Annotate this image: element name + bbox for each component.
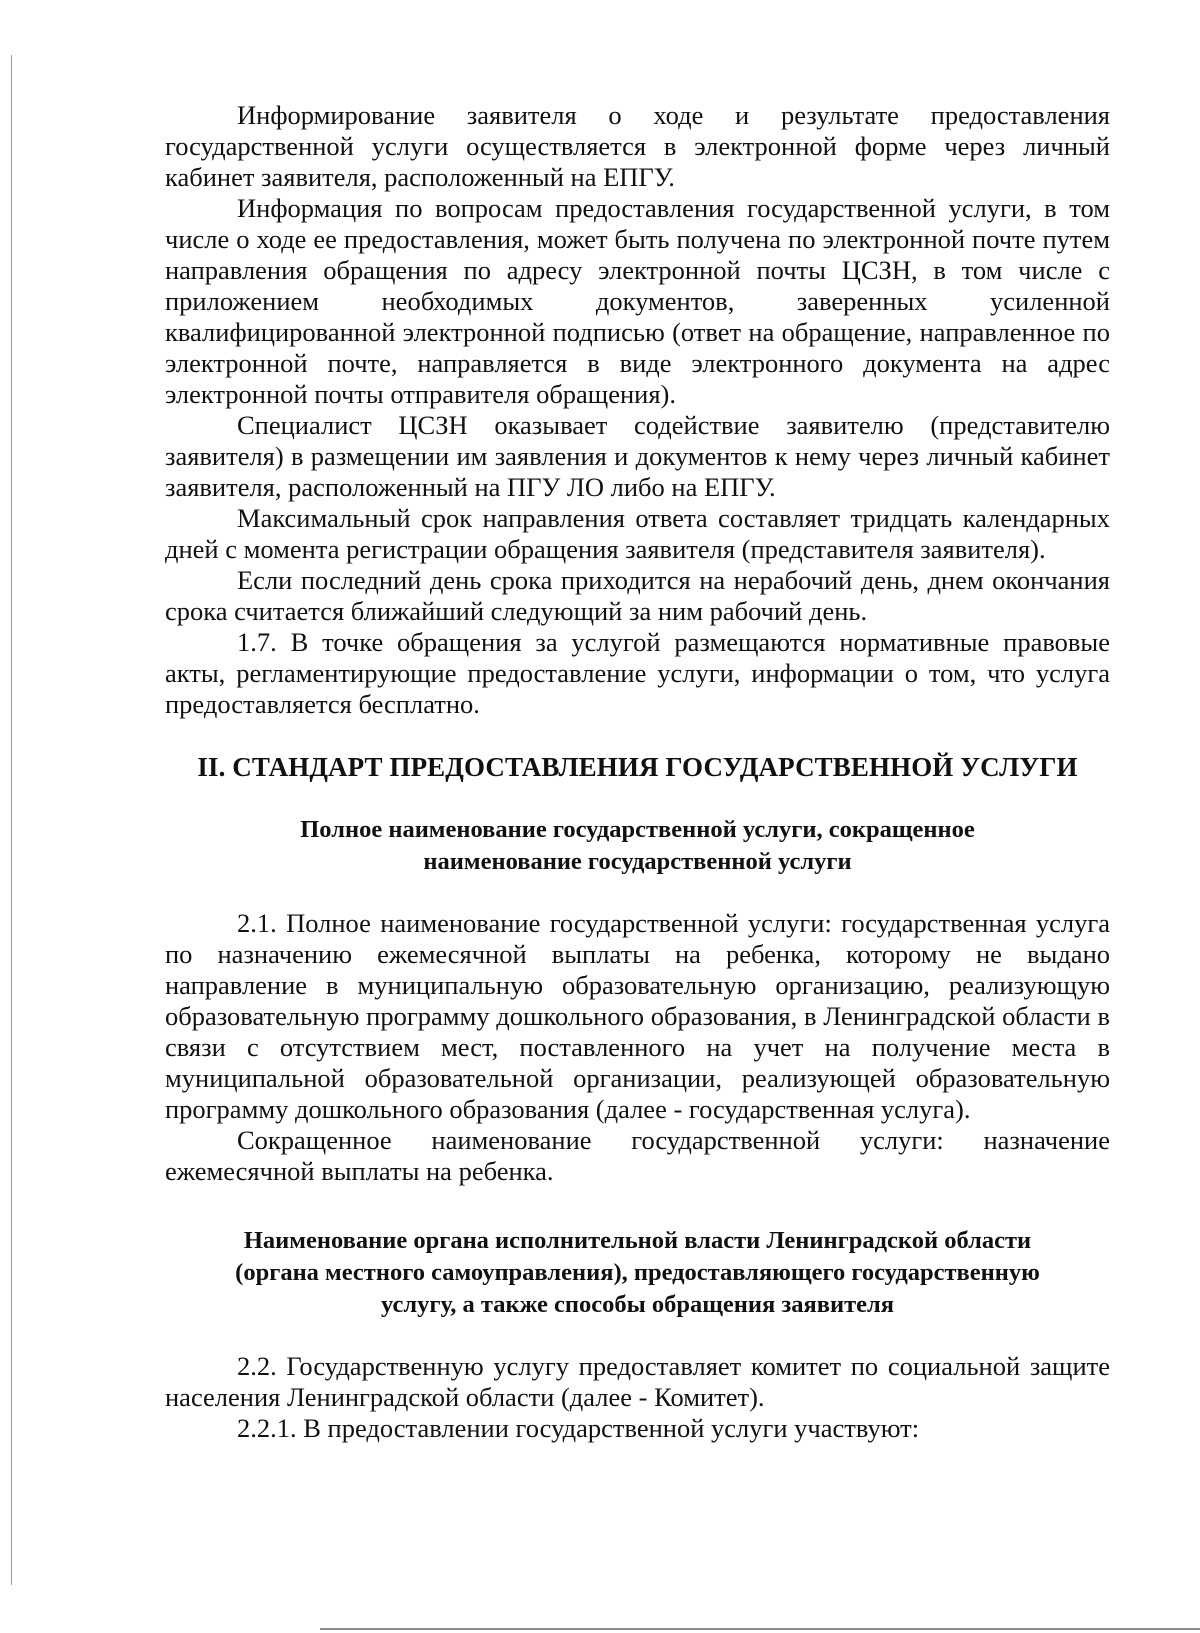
paragraph-specialist-assist: Специалист ЦСЗН оказывает содействие заявителю (представителю заявителя) в размещении им заявления и документов к нему через личный кабинет заявителя, расположенный на ПГУ ЛО либо на ЕПГУ. [165, 410, 1110, 502]
document-body [165, 100, 1110, 1444]
subsection-title-line: наименование государственной услуги [423, 848, 852, 875]
paragraph-2-2-1: 2.2.1. В предоставлении государственной услуги участвуют: [237, 1413, 920, 1443]
subsection-title-line: Полное наименование государственной услуги, сокращенное [300, 816, 975, 843]
paragraph-2-2: 2.2. Государственную услугу предоставляет комитет по социальной защите населения Ленинградской области (далее - Комитет). [165, 1351, 1110, 1412]
subsection-title-authority [165, 1225, 1110, 1321]
subsection-title-service-name [165, 814, 1110, 878]
paragraph-2-1: 2.1. Полное наименование государственной услуги: государственная услуга по назначению ежемесячной выплаты на ребенка, которому не выдано направление в муниципальную образовательную организацию, реализующую образовательную программу дошкольного образования, в Ленинградской области в связи с отсутствием мест, поставленного на учет на получение места в муниципальной образовательной организации, реализующей образовательную программу дошкольного образования (далее - государственная услуга). [165, 908, 1110, 1124]
subsection-title-line: услугу, а также способы обращения заявителя [380, 1291, 895, 1318]
paragraph-max-response-term: Максимальный срок направления ответа составляет тридцать календарных дней с момента регистрации обращения заявителя (представителя заявителя). [165, 503, 1110, 564]
subsection-title-line: Наименование органа исполнительной власти Ленинградской области [243, 1227, 1032, 1254]
subsection-title-line: (органа местного самоуправления), предоставляющего государственную [235, 1259, 1040, 1286]
paragraph-1-7: 1.7. В точке обращения за услугой размещаются нормативные правовые акты, регламентирующие предоставление услуги, информации о том, что услуга предоставляется бесплатно. [165, 627, 1110, 719]
paragraph-short-name: Сокращенное наименование государственной услуги: назначение ежемесячной выплаты на ребенка. [165, 1125, 1110, 1186]
paragraph-informing: Информирование заявителя о ходе и результате предоставления государственной услуги осуществляется в электронной форме через личный кабинет заявителя, расположенный на ЕПГУ. [165, 100, 1110, 192]
paragraph-email-info: Информация по вопросам предоставления государственной услуги, в том числе о ходе ее предоставления, может быть получена по электронной почте путем направления обращения по адресу электронной почты ЦСЗН, в том числе с приложением необходимых документов, заверенных усиленной квалифицированной электронной подписью (ответ на обращение, направленное по электронной почте, направляется в виде электронного документа на адрес электронной почты отправителя обращения). [165, 193, 1110, 409]
scan-bottom-edge [320, 1628, 1200, 1630]
scan-left-edge [11, 55, 12, 1585]
section-title: II. СТАНДАРТ ПРЕДОСТАВЛЕНИЯ ГОСУДАРСТВЕННОЙ УСЛУГИ [197, 752, 1078, 782]
paragraph-term-end: Если последний день срока приходится на нерабочий день, днем окончания срока считается ближайший следующий за ним рабочий день. [165, 565, 1110, 626]
